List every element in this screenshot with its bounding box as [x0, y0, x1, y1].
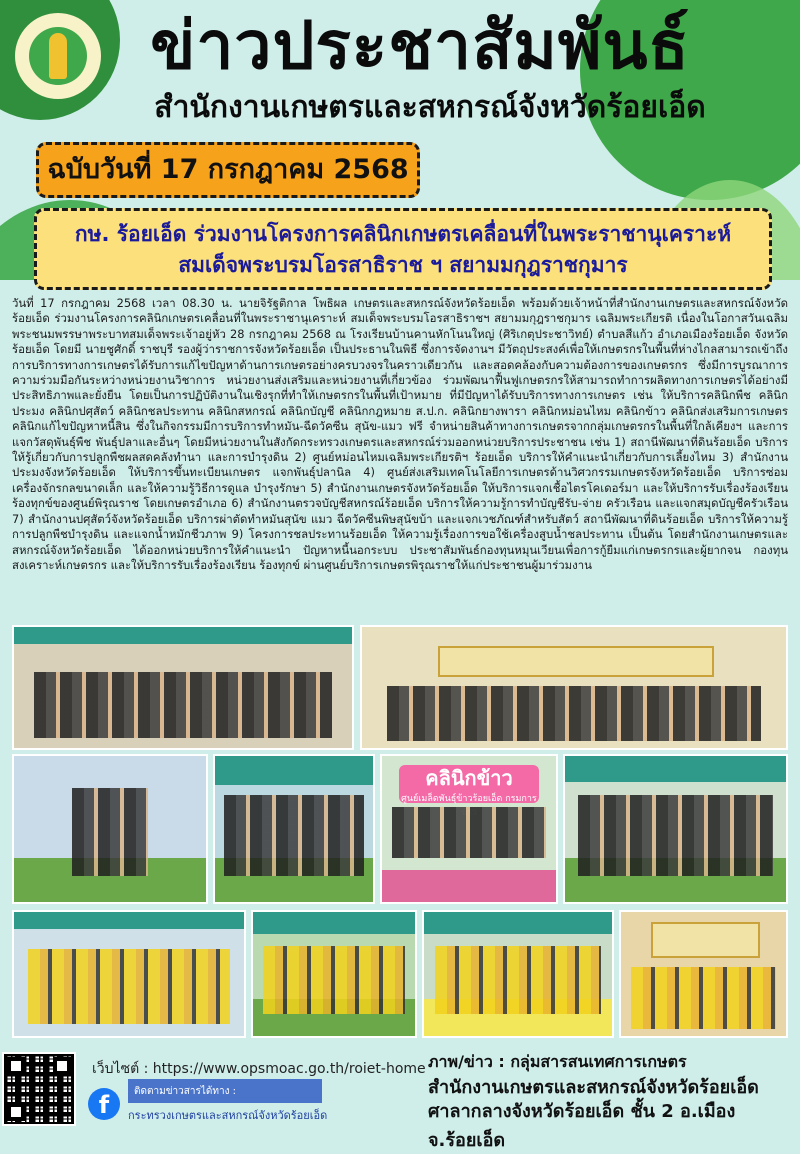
- qr-code[interactable]: [2, 1052, 76, 1126]
- rice-clinic-sign-subtitle: ศูนย์เมล็ดพันธุ์ข้าวร้อยเอ็ด กรมการ: [401, 793, 537, 804]
- qr-corner: [7, 1103, 25, 1121]
- credit-line-3: ศาลากลางจังหวัดร้อยเอ็ด ชั้น 2 อ.เมือง จ.ร้อยเอ็ด: [428, 1101, 736, 1151]
- photo-product-stall: [422, 910, 614, 1038]
- photo-group-stage: [360, 625, 788, 750]
- photo-people: [34, 672, 331, 739]
- photo-tent: [565, 756, 786, 782]
- rice-clinic-sign: [399, 765, 538, 803]
- photo-people: [435, 946, 600, 1014]
- photo-audience-seated: [12, 910, 246, 1038]
- logo-figure-icon: [49, 33, 67, 79]
- photo-stage-banner: [651, 922, 761, 958]
- photo-tent: [424, 912, 612, 934]
- photo-stage-banner: [438, 646, 713, 677]
- photo-service-counter: [563, 754, 788, 904]
- photo-people: [28, 949, 230, 1023]
- photo-exhibition-visit: [12, 754, 208, 904]
- photo-group-portrait: [619, 910, 788, 1038]
- page-subtitle: สำนักงานเกษตรและสหกรณ์จังหวัดร้อยเอ็ด: [154, 90, 706, 125]
- qr-corner: [53, 1057, 71, 1075]
- headline-box: [34, 208, 772, 290]
- photo-tent: [14, 627, 352, 644]
- photo-booth-staff: [213, 754, 375, 904]
- photo-people: [631, 967, 776, 1029]
- photo-people: [392, 807, 545, 858]
- credit-line-2: สำนักงานเกษตรและสหกรณ์จังหวัดร้อยเอ็ด: [428, 1077, 759, 1098]
- headline-line-1: กษ. ร้อยเอ็ด ร่วมงานโครงการคลินิกเกษตรเคลื่อนที่ในพระราชานุเคราะห์: [74, 222, 732, 246]
- photo-rice-clinic-booth: [380, 754, 558, 904]
- photo-people: [263, 946, 406, 1014]
- facebook-icon[interactable]: f: [88, 1088, 120, 1120]
- photo-people: [578, 795, 772, 875]
- credit-line-1: ภาพ/ข่าว : กลุ่มสารสนเทศการเกษตร: [428, 1052, 687, 1071]
- follow-label: ติดตามข่าวสารได้ทาง :: [134, 1086, 237, 1097]
- photo-people: [387, 686, 760, 740]
- facebook-page-link[interactable]: กระทรวงเกษตรและสหกรณ์จังหวัดร้อยเอ็ด: [128, 1109, 328, 1122]
- rice-clinic-sign-title: คลินิกข้าว: [425, 765, 513, 790]
- page-title: ข่าวประชาสัมพันธ์: [150, 7, 690, 84]
- photo-tent: [253, 912, 415, 934]
- follow-label-box: [128, 1079, 322, 1103]
- article-body: วันที่ 17 กรกฎาคม 2568 เวลา 08.30 น. นายจิรัฐติกาล โพธิผล เกษตรและสหกรณ์จังหวัดร้อยเอ็ด พร้อมด้วยเจ้าหน้าที่สำนักงานเกษตรและสหกรณ์จังหวัดร้อยเอ็ด ร่วมงานโครงการคลินิกเกษตรเคลื่อนที่ในพระราชานุเคราะห์ สมเด็จพระบรมโอรสาธิราชฯ สยามมกุฎราชกุมาร เฉลิมพระเกียรติ เนื่องในโอกาสวันเฉลิมพระชนมพรรษาพระบาทสมเด็จพระเจ้าอยู่หัว 28 กรกฎาคม 2568 ณ โรงเรียนบ้านคานหักโนนใหญ่ (ศิริเกตุประชาวิทย์) ตำบลสีแก้ว อำเภอเมืองร้อยเอ็ด จังหวัดร้อยเอ็ด โดยมี นายชูศักดิ์ ราชบุรี รองผู้ว่าราชการจังหวัดร้อยเอ็ด เป็นประธานในพิธี ซึ่งการจัดงานฯ มีวัตถุประสงค์เพื่อให้เกษตรกรในพื้นที่ห่างไกลสามารถเข้าถึงการบริการทางการเกษตรได้รับการแก้ไขปัญหาด้านการเกษตรอย่างครบวงจรในคราวเดียวกัน และสอดคล้องกับความต้องการของเกษตรกร ซึ่งมีการบูรณาการความร่วมมือกันระหว่างหน่วยงานวิชาการ หน่วยงานส่งเสริมและหน่วยงานที่เกี่ยวข้อง ร่วมพัฒนาฟื้นฟูเกษตรกรให้สามารถทำการผลิตทางการเกษตรได้อย่างมีประสิทธิภาพและยั่งยืน โดยเป็นการปฏิบัติงานในเชิงรุกที่ทำให้เกษตรกรในพื้นที่เป้าหมาย ที่มีปัญหาได้รับบริการทางการเกษตร เช่น ให้บริการคลินิกพืช คลินิกประมง คลินิกปศุสัตว์ คลินิกชลประทาน คลินิกสหกรณ์ คลินิกบัญชี คลินิกกฎหมาย ส.ป.ก. คลินิกยางพารา คลินิกหม่อนไหม คลินิกข้าว คลินิกส่งเสริมการเกษตร คลินิกแก้ไขปัญหาหนี้สิน ซึ่งในกิจกรรมมีการบริการทำหมัน-ฉีดวัคซีน สุนัข-แมว ฟรี จำหน่ายสินค้าทางการเกษตรจากกลุ่มเกษตรกรในพื้นที่ใกล้เคียงฯ และการแจกวัสดุพันธุ์พืช พันธุ์ปลาและอื่นๆ โดยมีหน่วยงานในสังกัดกระทรวงเกษตรและสหกรณ์ร่วมออกหน่วยบริการประชาชน เช่น 1) สถานีพัฒนาที่ดินร้อยเอ็ด บริการให้รู้เกี่ยวกับการปลูกพืชผลสดคลังทำนา และการบำรุงดิน 2) ศูนย์หม่อนไหมเฉลิมพระเกียรติฯ ร้อยเอ็ด บริการให้คำแนะนำเกี่ยวกับการเลี้ยงไหม 3) สำนักงานประมงจังหวัดร้อยเอ็ด ให้บริการขึ้นทะเบียนเกษตร แจกพันธุ์ปลานิล 4) ศูนย์ส่งเสริมเทคโนโลยีการเกษตรด้านวิศวกรรมเกษตรจังหวัดร้อยเอ็ด บริการซ่อมเครื่องจักรกลขนาดเล็ก และให้ความรู้วิธีการดูแล บำรุงรักษา 5) สำนักงานเกษตรจังหวัดร้อยเอ็ด ให้บริการแจกเชื้อไตรโคเดอร์มา และให้บริการรับเรื่องร้องเรียน ร้องทุกข์ของศูนย์พิรุณราช โดยเกษตรอำเภอ 6) สำนักงานตรวจบัญชีสหกรณ์ร้อยเอ็ด บริการให้ความรู้การทำบัญชีรับ-จ่าย ครัวเรือน และแจกสมุดบัญชีครัวเรือน 7) สำนักงานปศุสัตว์จังหวัดร้อยเอ็ด บริการผ่าตัดทำหมันสุนัข แมว ฉีดวัคซีนพิษสุนัขบ้า และแจกเวชภัณฑ์สำหรับสัตว์ สถานีพัฒนาที่ดินร้อยเอ็ด บริการให้ความรู้การปลูกพืชบำรุงดิน และแจกน้ำหมักชีวภาพ 9) โครงการชลประทานร้อยเอ็ด ให้ความรู้เรื่องการขอใช้เครื่องสูบน้ำชลประทาน เป็นต้น โดยสำนักงานเกษตรและสหกรณ์จังหวัดร้อยเอ็ด ได้ออกหน่วยบริการให้คำแนะนำ ปัญหาหนี้นอกระบบ ประชาสัมพันธ์กองทุนหมุนเวียนเพื่อการกู้ยืมแก่เกษตรกรและผู้ยากจน กองทุนสงเคราะห์เกษตรกร และให้บริการรับเรื่องร้องเรียน ร้องทุกข์ ผ่านศูนย์บริการเกษตรพิรุณราชให้แก่ประชาชนผู้มาร่วมงาน: [12, 296, 788, 572]
- photo-registration: [251, 910, 417, 1038]
- photo-people: [224, 795, 363, 875]
- issue-date-badge: ฉบับวันที่ 17 กรกฎาคม 2568: [36, 142, 420, 198]
- qr-corner: [7, 1057, 25, 1075]
- headline-line-2: สมเด็จพระบรมโอรสาธิราช ฯ สยามมกุฎราชกุมาร: [178, 253, 628, 277]
- website-link[interactable]: เว็บไซต์ : https://www.opsmoac.go.th/roiet-home: [92, 1061, 426, 1077]
- photo-tent: [215, 756, 373, 785]
- photo-people: [72, 788, 149, 876]
- photo-ceremony-seated: [12, 625, 354, 750]
- photo-tent: [14, 912, 244, 929]
- photo-table: [382, 870, 556, 902]
- ministry-logo: [12, 10, 104, 102]
